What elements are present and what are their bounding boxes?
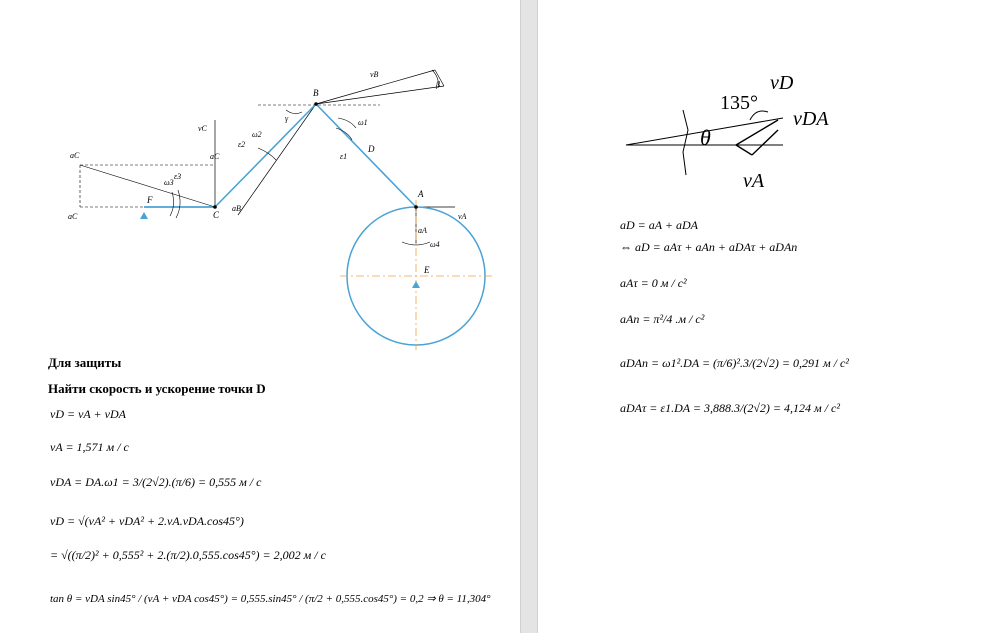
defense-heading: Для защиты: [48, 355, 122, 370]
label-c: C: [213, 210, 220, 220]
label-a: A: [418, 189, 424, 199]
label-b: B: [313, 88, 319, 98]
right-page: [538, 0, 1000, 633]
label-ac-n2: aC: [68, 212, 78, 221]
link-ec: [215, 104, 316, 207]
eq-vd-formula: vD = √(vA² + vDA² + 2.vA.vDA.cos45°): [50, 514, 244, 528]
label-eps2: ε2: [238, 140, 246, 149]
mechanism-diagram: [0, 0, 520, 350]
eq-vd-vector: vD = vA + vDA: [50, 407, 126, 421]
label-omega4: ω4: [430, 240, 440, 249]
eq-aa-n: aAn = π²/4 .м / c²: [620, 312, 705, 326]
label-aa: aA: [418, 226, 427, 235]
label-d: D: [368, 144, 375, 154]
eq-vda: vDA = DA.ω1 = 3/(2√2).(π/6) = 0,555 м / c: [50, 475, 262, 489]
sketch-theta: θ: [700, 125, 711, 150]
label-omega3: ω3: [164, 178, 174, 187]
label-eps1: ε1: [340, 152, 348, 161]
eq-ada-tau: aDAτ = ε1.DA = 3,888.3/(2√2) = 4,124 м / c²: [620, 401, 840, 415]
label-vb: vB: [370, 70, 379, 79]
eq-aa-tau: aAτ = 0 м / c²: [620, 276, 687, 290]
eq-ada-n: aDAn = ω1².DA = (π/6)².3/(2√2) = 0,291 м / c²: [620, 356, 849, 370]
label-gamma: γ: [285, 114, 289, 123]
label-beta: β: [436, 80, 440, 89]
label-omega2: ω2: [252, 130, 262, 139]
velocity-sketch: [538, 0, 1000, 200]
label-eps3: ε3: [174, 172, 182, 181]
page-gutter: [520, 0, 538, 633]
sketch-angle: 135°: [720, 92, 758, 114]
label-vc: vC: [198, 124, 207, 133]
label-omega1: ω1: [358, 118, 368, 127]
label-ac-n: aC: [210, 152, 220, 161]
eq-tan-theta: tan θ = vDA sin45° / (vA + vDA cos45°) = 0,555.sin45° / (π/2 + 0,555.cos45°) = 0,2 ⇒ θ = 11,304°: [50, 593, 491, 605]
eq-vd-value: = √((π/2)² + 0,555² + 2.(π/2).0,555.cos45°) = 2,002 м / c: [50, 548, 326, 562]
label-va: vA: [458, 212, 467, 221]
eq-ad-components: ⇔ aD = aAτ + aAn + aDAτ + aDAn: [620, 240, 798, 254]
sketch-vd: vD: [770, 72, 794, 94]
defense-task: Найти скорость и ускорение точки D: [48, 381, 266, 396]
label-ac-tau: aC: [70, 151, 80, 160]
label-ab: aB: [232, 204, 241, 213]
label-f: F: [147, 195, 153, 205]
sketch-vda: vDA: [793, 108, 829, 130]
label-e: E: [424, 265, 430, 275]
eq-ad-vector: aD = aA + aDA: [620, 218, 698, 232]
sketch-va: vA: [743, 170, 765, 192]
eq-va: vA = 1,571 м / c: [50, 440, 129, 454]
